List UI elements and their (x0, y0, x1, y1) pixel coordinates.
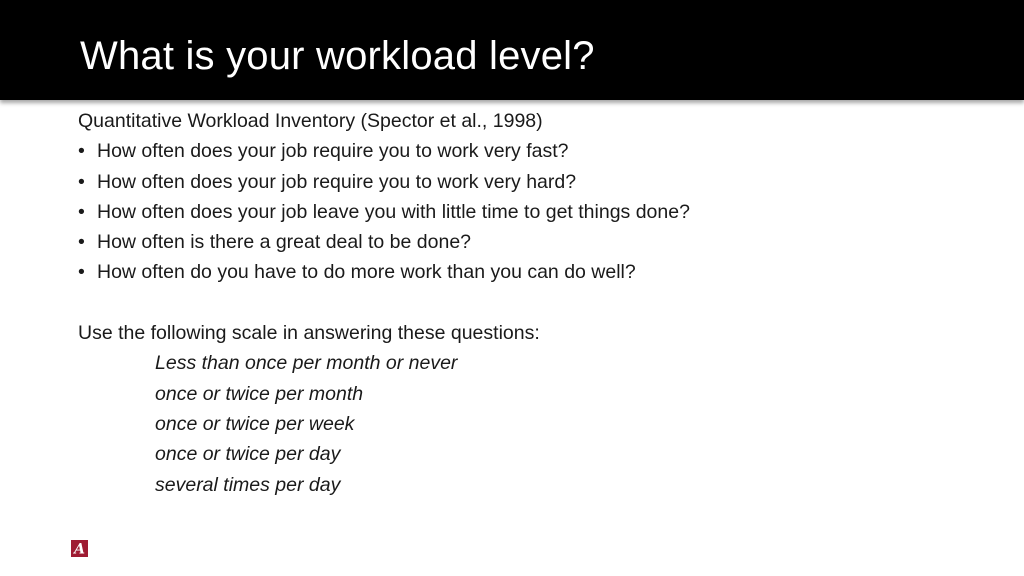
slide-title: What is your workload level? (80, 34, 595, 78)
scale-option: once or twice per month (155, 382, 364, 405)
question-text: How often is there a great deal to be done? (97, 231, 472, 254)
question-list (78, 136, 998, 287)
question-text: How often do you have to do more work than you can do well? (97, 261, 636, 284)
question-text: How often does your job leave you with little time to get things done? (97, 200, 690, 223)
question-text: How often does your job require you to work very fast? (97, 140, 569, 163)
question-item (78, 136, 998, 166)
scale-option: Less than once per month or never (155, 352, 458, 375)
bullet-icon: • (78, 200, 85, 223)
bullet-icon: • (78, 140, 85, 163)
bullet-icon: • (78, 170, 85, 193)
title-bar (0, 0, 1024, 100)
university-logo-icon (71, 540, 88, 557)
question-item (78, 257, 998, 287)
question-item (78, 167, 998, 197)
spacer (78, 288, 998, 318)
scale-option: once or twice per week (155, 412, 355, 435)
scale-list (78, 348, 998, 499)
logo-letter: A (74, 541, 85, 557)
scale-intro: Use the following scale in answering these questions: (78, 322, 540, 345)
question-text: How often does your job require you to work very hard? (97, 170, 577, 193)
question-item (78, 227, 998, 257)
scale-option: once or twice per day (155, 443, 341, 466)
scale-option: several times per day (155, 473, 341, 496)
bullet-icon: • (78, 261, 85, 284)
slide-content (78, 106, 998, 500)
bullet-icon: • (78, 231, 85, 254)
question-item (78, 197, 998, 227)
source-line: Quantitative Workload Inventory (Spector et al., 1998) (78, 110, 543, 132)
